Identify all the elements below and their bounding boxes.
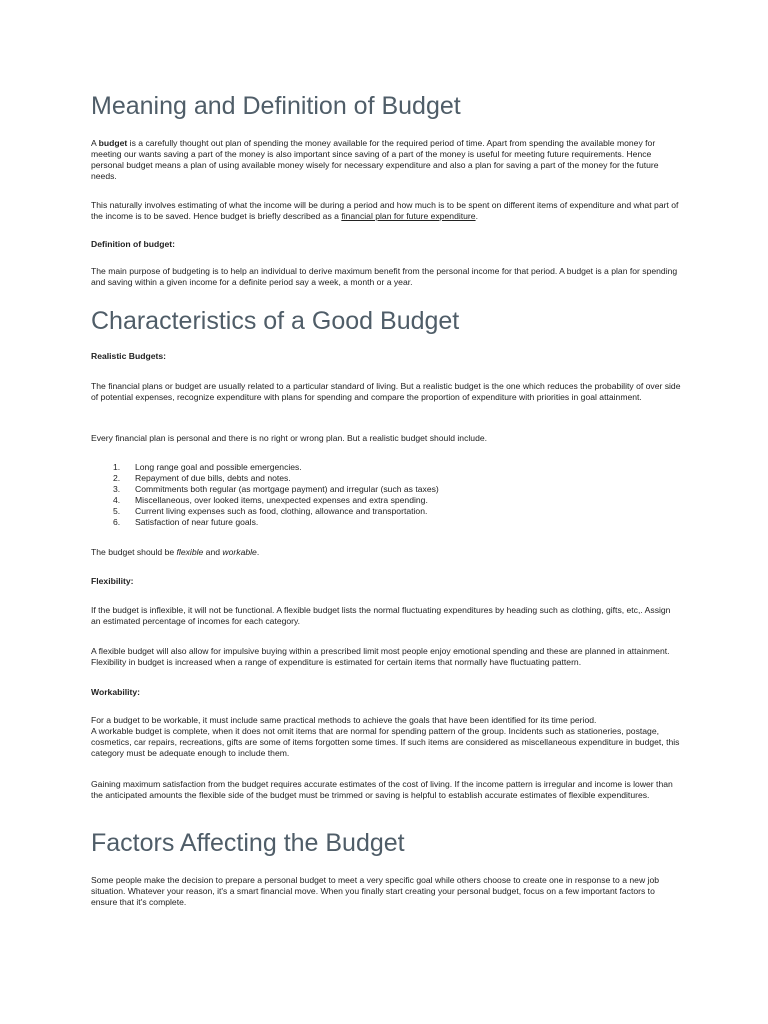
- realistic-budget-list: [91, 462, 439, 528]
- workable-term: workable: [222, 547, 257, 557]
- list-item-text: Repayment of due bills, debts and notes.: [135, 473, 291, 483]
- list-item-text: Long range goal and possible emergencies.: [135, 462, 302, 472]
- flexible-term: flexible: [176, 547, 204, 557]
- list-item-number: 3.: [113, 484, 121, 494]
- list-item: [91, 484, 439, 495]
- paragraph-flexibility-1: If the budget is inflexible, it will not be functional. A flexible budget lists the normal fluctuating expenditures by heading such as clothing, gifts, etc,. Assign an estimated percentage of incomes for each category.: [91, 605, 671, 626]
- list-item: [91, 473, 439, 484]
- list-item-text: Satisfaction of near future goals.: [135, 517, 259, 527]
- list-item-number: 1.: [113, 462, 121, 472]
- list-item-number: 5.: [113, 506, 121, 516]
- definition-heading: Definition of budget:: [91, 239, 176, 249]
- paragraph-definition: The main purpose of budgeting is to help an individual to derive maximum benefit from the personal income for that period. A budget is a plan for spending and saving within a given income for a definite period say a week, a month or a year.: [91, 266, 678, 287]
- section-title-factors: Factors Affecting the Budget: [91, 829, 405, 857]
- list-item-number: 2.: [113, 473, 121, 483]
- list-item-text: Miscellaneous, over looked items, unexpected expenses and extra spending.: [135, 495, 428, 505]
- paragraph-estimating: This naturally involves estimating of what the income will be during a period and how much is to be spent on different items of expenditure and what part of the income is to be saved. Hence budget is briefly described as a financial plan for future expenditure.: [91, 200, 679, 221]
- paragraph-factors: Some people make the decision to prepare a personal budget to meet a very specific goal while others choose to create one in response to a new job situation. Whatever your reason, it's a smart financial move. When you finally start creating your personal budget, focus on a few important factors to ensure that it's complete.: [91, 875, 660, 907]
- paragraph-workability-2: Gaining maximum satisfaction from the budget requires accurate estimates of the cost of living. If the income pattern is irregular and income is lower than the anticipated amounts the flexible side of the budget must be trimmed or saving is helpful to establish accurate estimates of flexible expenditures.: [91, 779, 673, 800]
- list-item: [91, 506, 439, 517]
- paragraph-budget-meaning: A budget is a carefully thought out plan of spending the money available for the required period of time. Apart from spending the available money for meeting our wants saving a part of the money is also important since saving of a part of the money is useful for meeting future requirements. Hence personal budget means a plan of using available money wisely for necessary expenditure and also a plan for saving a part of the money for the future needs.: [91, 138, 659, 181]
- list-item-number: 6.: [113, 517, 121, 527]
- workability-heading: Workability:: [91, 687, 141, 697]
- paragraph-realistic: The financial plans or budget are usually related to a particular standard of living. But a realistic budget is the one which reduces the probability of over side of potential expenses, recognize expenditure with plans for spending and compare the proportion of expenditure with priorities in goal attainment.: [91, 381, 681, 402]
- list-item-text: Current living expenses such as food, clothing, allowance and transportation.: [135, 506, 428, 516]
- paragraph-flexibility-2: A flexible budget will also allow for impulsive buying within a prescribed limit most people enjoy emotional spending and these are planned in attainment. Flexibility in budget is increased when a range of expenditure is estimated for certain items that normally have fluctuating pattern.: [91, 646, 670, 667]
- list-item: [91, 517, 439, 528]
- budget-term: budget: [98, 138, 128, 148]
- realistic-budgets-heading: Realistic Budgets:: [91, 351, 166, 361]
- financial-plan-link[interactable]: financial plan for future expenditure: [341, 211, 476, 221]
- paragraph-workability-1: For a budget to be workable, it must include same practical methods to achieve the goals that have been identified for its time period. A workable budget is complete, when it does not omit items that are normal for spending pattern of the group. Incidents such as stationeries, postage, cosmetics, car repairs, recreations, gifts are some of items forgotten some times. If such items are considered as miscellaneous expenditure in budget, this category must be adequate enough to include them.: [91, 715, 680, 758]
- flexibility-heading: Flexibility:: [91, 576, 134, 586]
- paragraph-every-plan: Every financial plan is personal and there is no right or wrong plan. But a realistic budget should include.: [91, 433, 488, 443]
- section-title-characteristics: Characteristics of a Good Budget: [91, 307, 460, 335]
- list-item: [91, 462, 439, 473]
- list-item-text: Commitments both regular (as mortgage payment) and irregular (such as taxes): [135, 484, 439, 494]
- list-item-number: 4.: [113, 495, 121, 505]
- paragraph-flexible-workable: The budget should be flexible and workable.: [91, 547, 260, 557]
- section-title-meaning: Meaning and Definition of Budget: [91, 92, 461, 120]
- list-item: [91, 495, 439, 506]
